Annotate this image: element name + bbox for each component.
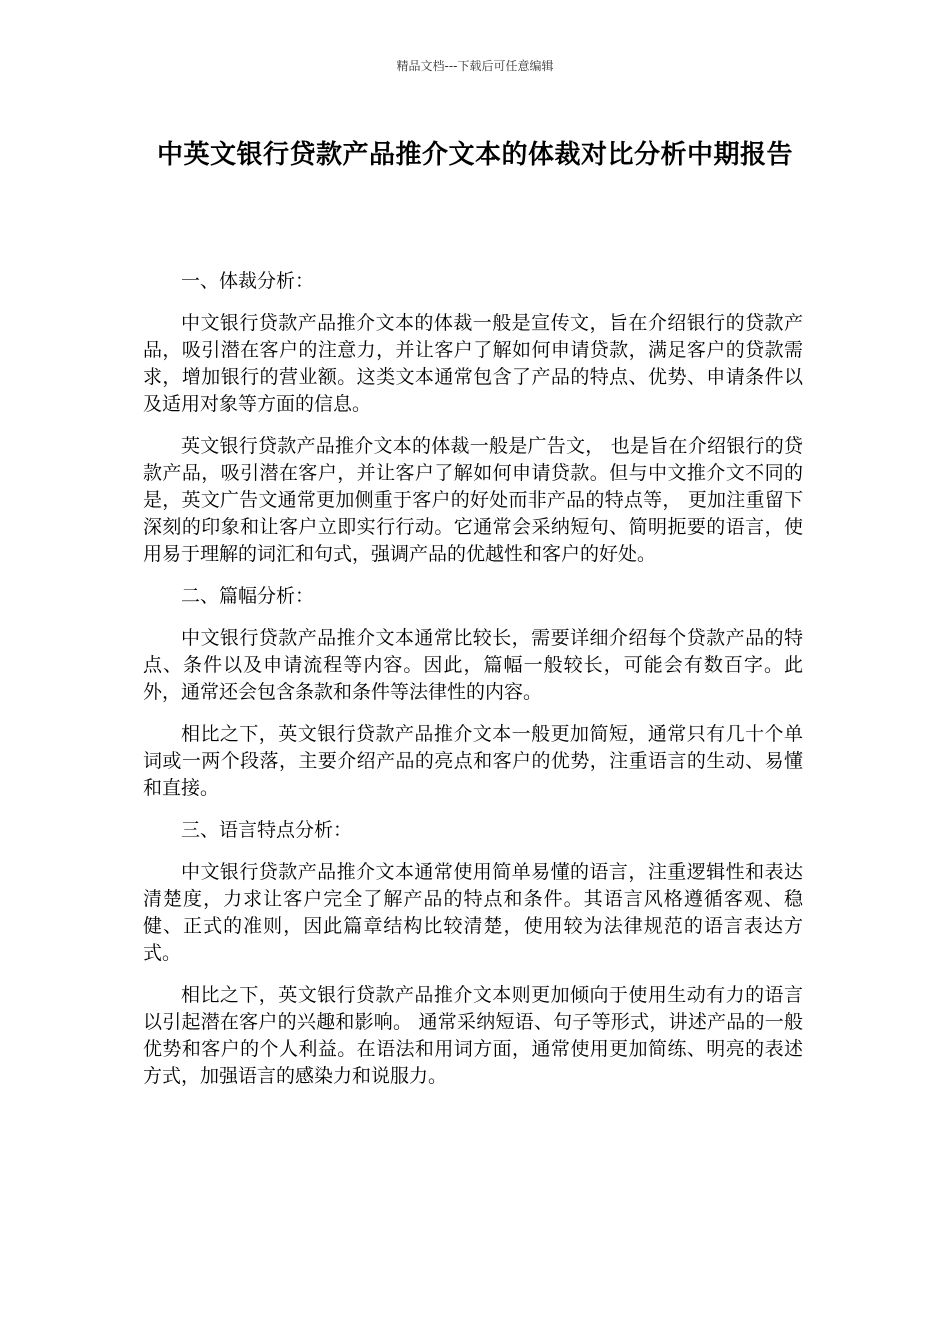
section-heading: 一、体裁分析： — [181, 270, 315, 292]
header-note: 精品文档---下载后可任意编辑 — [396, 59, 554, 73]
paragraph: 中文银行贷款产品推介文本通常比较长，需要详细介绍每个贷款产品的特点、条件以及申请流程等内容。因此，篇幅一般较长，可能会有数百字。此外，通常还会包含条款和条件等法律性的内容。 — [143, 627, 803, 703]
section-length-analysis — [143, 583, 803, 802]
paragraph: 中文银行贷款产品推介文本通常使用简单易懂的语言，注重逻辑性和表达清楚度，力求让客户完全了解产品的特点和条件。其语言风格遵循客观、稳健、正式的准则，因此篇章结构比较清楚，使用较为法律规范的语言表达方式。 — [143, 861, 803, 964]
document-title: 中英文银行贷款产品推介文本的体裁对比分析中期报告 — [156, 140, 793, 170]
section-heading: 二、篇幅分析： — [181, 585, 315, 607]
paragraph: 中文银行贷款产品推介文本的体裁一般是宣传文，旨在介绍银行的贷款产品，吸引潜在客户的注意力，并让客户了解如何申请贷款，满足客户的贷款需求，增加银行的营业额。这类文本通常包含了产品的特点、优势、申请条件以及适用对象等方面的信息。 — [143, 312, 803, 415]
paragraph: 相比之下，英文银行贷款产品推介文本则更加倾向于使用生动有力的语言以引起潜在客户的兴趣和影响。 通常采纳短语、句子等形式，讲述产品的一般优势和客户的个人利益。在语法和用词方面，通常使用更加简练、明亮的表述方式，加强语言的感染力和说服力。 — [143, 984, 803, 1087]
section-heading: 三、语言特点分析： — [181, 819, 353, 841]
paragraph: 相比之下，英文银行贷款产品推介文本一般更加简短，通常只有几十个单词或一两个段落，主要介绍产品的亮点和客户的优势，注重语言的生动、易懂和直接。 — [143, 723, 803, 799]
paragraph: 英文银行贷款产品推介文本的体裁一般是广告文， 也是旨在介绍银行的贷款产品，吸引潜在客户，并让客户了解如何申请贷款。但与中文推介文不同的是，英文广告文通常更加侧重于客户的好处而非产品的特点等， 更加注重留下深刻的印象和让客户立即实行行动。它通常会采纳短句、简明扼要的语言，使用易于理解的词汇和句式，强调产品的优越性和客户的好处。 — [143, 435, 803, 565]
section-language-analysis — [143, 817, 803, 1090]
document-body — [143, 268, 803, 1105]
section-genre-analysis — [143, 268, 803, 568]
